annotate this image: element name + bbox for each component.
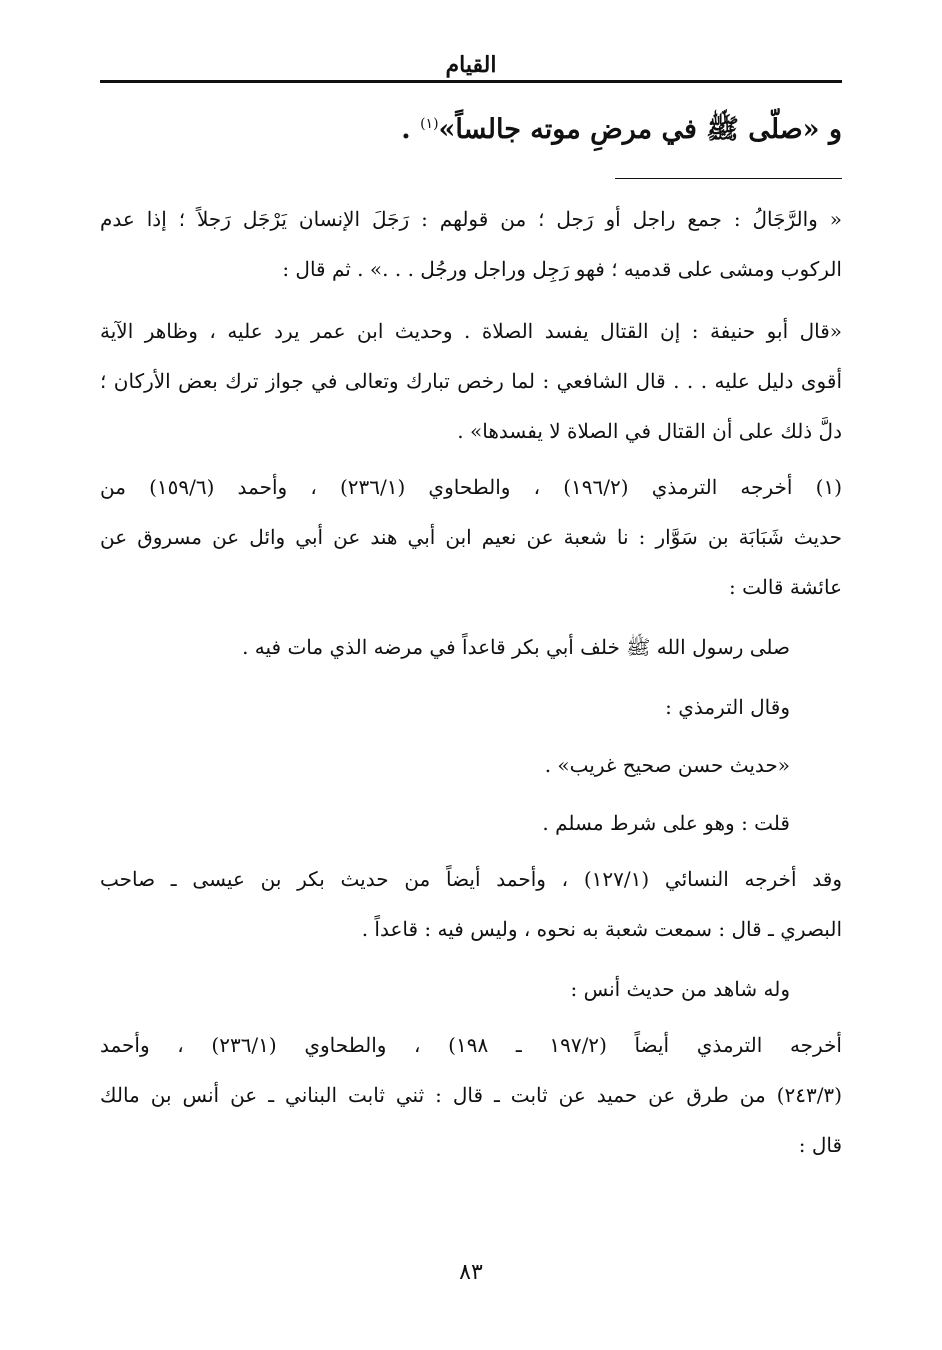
main-text: و «صلّى ﷺ في مرضِ موته جالساً»: [438, 114, 842, 145]
text-line: أخرجه الترمذي أيضاً (١٩٧/٢ ـ ١٩٨) ، والطحاوي (٢٣٦/١) ، وأحمد: [100, 1033, 842, 1057]
text-line: أقوى دليل عليه . . . قال الشافعي : لما رخص تبارك وتعالى في جواز ترك بعض الأركان ؛: [100, 369, 842, 393]
commentary-paragraph-2: [100, 306, 842, 456]
text-line: حديث شَبَابَة بن سَوَّار : نا شعبة عن نعيم ابن أبي هند عن أبي وائل عن مسروق عن: [100, 525, 842, 549]
footnote-paragraph-3: [100, 1020, 842, 1170]
text-line: البصري ـ قال : سمعت شعبة به نحوه ، وليس فيه : قاعداً .: [361, 917, 842, 941]
text-line: الركوب ومشى على قدميه ؛ فهو رَجِل وراجل ورجُل . . .» . ثم قال :: [282, 257, 842, 281]
running-title: القيام: [445, 52, 497, 78]
footnote-paragraph-2: [100, 854, 842, 954]
footnote-paragraph-1: [100, 462, 842, 612]
tirmidhi-said: وقال الترمذي :: [665, 695, 790, 719]
text-line: عائشة قالت :: [729, 575, 842, 599]
text-line: وقد أخرجه النسائي (١٢٧/١) ، وأحمد أيضاً من حديث بكر بن عيسى ـ صاحب: [100, 867, 842, 891]
commentary-paragraph-1: [100, 194, 842, 294]
main-text-line: [100, 112, 842, 152]
author-note: قلت : وهو على شرط مسلم .: [542, 811, 790, 835]
hadith-text: صلى رسول الله ﷺ خلف أبي بكر قاعداً في مرضه الذي مات فيه .: [242, 635, 790, 659]
main-text-end: .: [401, 114, 421, 145]
hadith-grade: «حديث حسن صحيح غريب» .: [544, 753, 790, 777]
text-line: قال :: [798, 1133, 842, 1157]
text-line: « والرَّجَالُ : جمع راجل أو رَجل ؛ من قولهم : رَجَلَ الإنسان يَرْجَل رَجلاً ؛ إذا عدم: [100, 207, 843, 231]
text-line: دلَّ ذلك على أن القتال في الصلاة لا يفسدها» .: [457, 419, 842, 443]
footnote-separator: [615, 178, 842, 179]
text-line: «قال أبو حنيفة : إن القتال يفسد الصلاة . وحديث ابن عمر يرد عليه ، وظاهر الآية: [100, 319, 842, 343]
page-number: ٨٣: [459, 1260, 483, 1285]
footnote-mark: (١): [420, 116, 439, 132]
witness-heading: وله شاهد من حديث أنس :: [570, 977, 790, 1001]
text-line: (٢٤٣/٣) من طرق عن حميد عن ثابت ـ قال : ثني ثابت البناني ـ عن أنس بن مالك: [100, 1083, 842, 1107]
text-line: (١) أخرجه الترمذي (١٩٦/٢) ، والطحاوي (٢٣٦/١) ، وأحمد (١٥٩/٦) من: [100, 475, 842, 499]
header-rule: [100, 80, 842, 83]
